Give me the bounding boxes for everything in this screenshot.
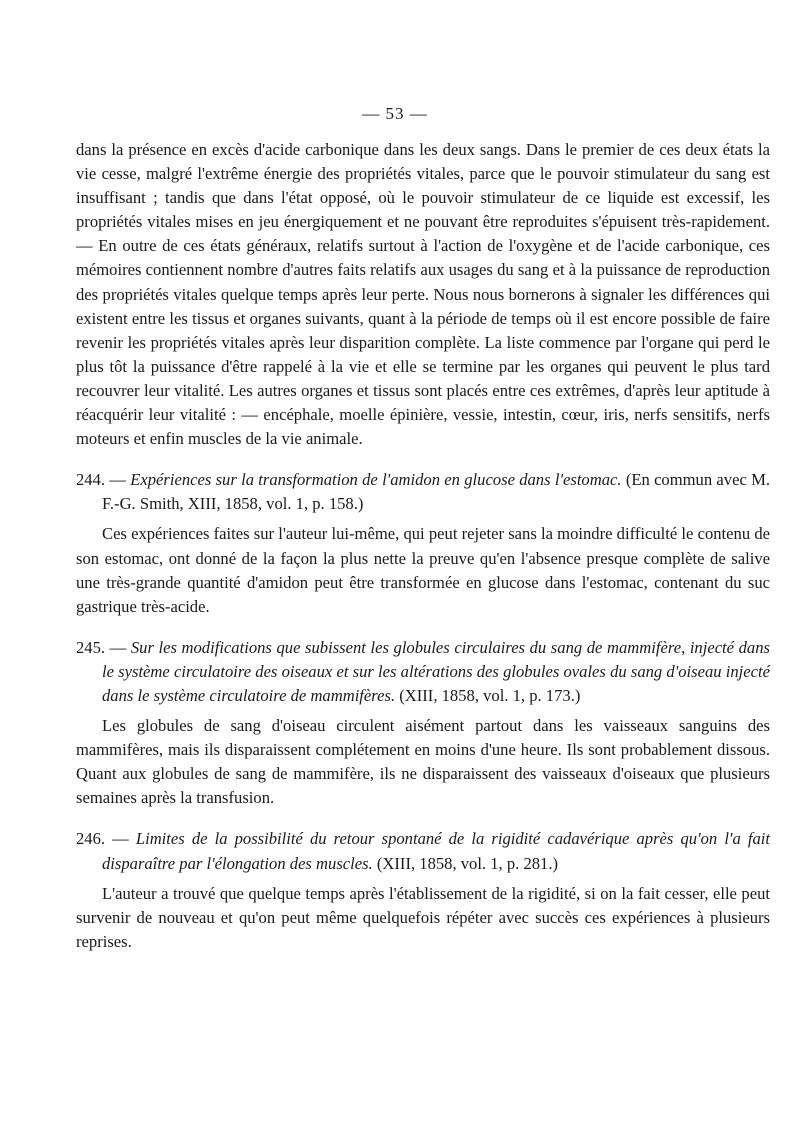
- entry-number: 246. —: [76, 829, 129, 849]
- entry-title: Sur les modifications que subissent les globules circulaires du sang de mammifère, injecté dans le système circulatoire des oiseaux et sur les altérations des globules ovales du sang d'oiseau injecté dans le système circulatoire de mammifères.: [102, 637, 770, 705]
- entry-heading: [76, 468, 770, 516]
- entry-reference: (XIII, 1858, vol. 1, p. 281.): [376, 853, 559, 873]
- entry-reference: (En commun avec M. F.-G. Smith, XIII, 1858, vol. 1, p. 158.): [102, 470, 771, 514]
- entry-244: [76, 468, 770, 619]
- entry-reference: (XIII, 1858, vol. 1, p. 173.): [399, 685, 581, 705]
- entry-heading: [76, 636, 770, 708]
- page-number: — 53 —: [362, 104, 428, 123]
- page-body: [76, 138, 770, 954]
- entry-245: [76, 636, 770, 811]
- entry-body: L'auteur a trouvé que quelque temps après l'établissement de la rigidité, si on la fait cesser, elle peut survenir de nouveau et qu'on peut même quelquefois répéter avec succès ces expériences à plusieurs reprises.: [76, 883, 770, 951]
- entry-heading: [76, 827, 770, 875]
- entry-title: Expériences sur la transformation de l'amidon en glucose dans l'estomac.: [130, 470, 622, 490]
- entry-246: [76, 827, 770, 953]
- entry-body: Ces expériences faites sur l'auteur lui-même, qui peut rejeter sans la moindre difficulté le contenu de son estomac, ont donné de la façon la plus nette la preuve qu'en l'absence presque complète de salive une très-grande quantité d'amidon peut être transformée en glucose dans l'estomac, contenant du suc gastrique très-acide.: [76, 524, 770, 616]
- entry-body: Les globules de sang d'oiseau circulent aisément partout dans les vaisseaux sanguins des mammifères, mais ils disparaissent complétement en moins d'une heure. Ils sont probablement dissous. Quant aux globules de sang de mammifère, ils ne disparaissent des vaisseaux d'oiseaux que plusieurs semaines après la transfusion.: [76, 716, 770, 808]
- entry-title: Limites de la possibilité du retour spontané de la rigidité cadavérique après qu'on l'a fait disparaître par l'élongation des muscles.: [102, 829, 771, 873]
- entry-number: 245. —: [76, 637, 127, 657]
- intro-paragraph: dans la présence en excès d'acide carbonique dans les deux sangs. Dans le premier de ces deux états la vie cesse, malgré l'extrême énergie des propriétés vitales, parce que le pouvoir stimulateur du sang est insuffisant ; tandis que dans l'état opposé, où le pouvoir stimulateur de ce liquide est excessif, les propriétés vitales mises en jeu énergiquement et ne pouvant être reproduites s'épuisent très-rapidement. — En outre de ces états généraux, relatifs surtout à l'action de l'oxygène et de l'acide carbonique, ces mémoires contiennent nombre d'autres faits relatifs aux usages du sang et à la puissance de reproduction des propriétés vitales quelque temps après leur perte. Nous nous bornerons à signaler les différences qui existent entre les tissus et organes suivants, quant à la période de temps où il est encore possible de faire revenir les propriétés vitales après leur disparition complète. La liste commence par l'organe qui perd le plus tôt la puissance d'être rappelé à la vie et elle se termine par les organes qui peuvent le plus tard recouvrer leur vitalité. Les autres organes et tissus sont placés entre ces extrêmes, d'après leur aptitude à réacquérir leur vitalité : — encéphale, moelle épinière, vessie, intestin, cœur, iris, nerfs sensitifs, nerfs moteurs et enfin muscles de la vie animale.: [76, 140, 770, 449]
- entry-number: 244. —: [76, 470, 126, 490]
